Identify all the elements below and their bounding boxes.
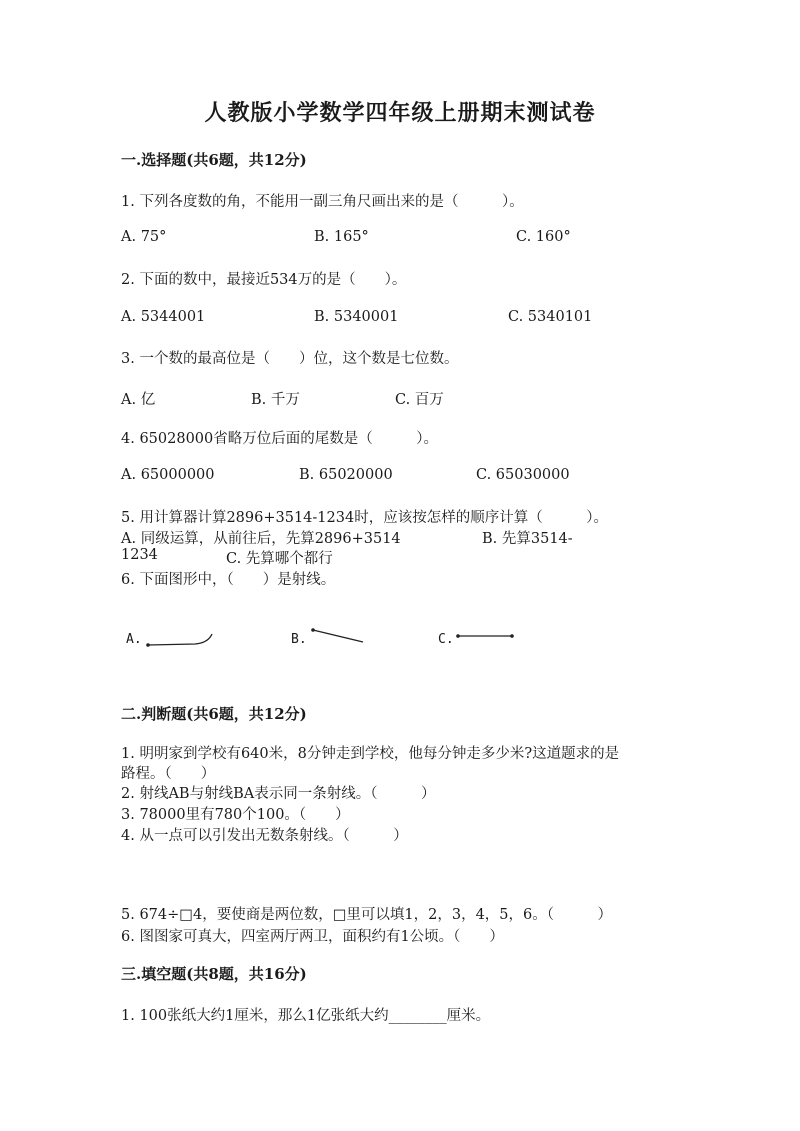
- option-b: B. 5340001: [314, 309, 399, 325]
- figure-c-segment: [452, 628, 522, 644]
- section-heading-choice: 一.选择题(共6题，共12分): [121, 151, 307, 169]
- option-c: C. 65030000: [476, 467, 570, 483]
- question-4: 4. 65028000省略万位后面的尾数是（ ）。: [121, 431, 438, 447]
- judgement-4: 4. 从一点可以引发出无数条射线。（ ）: [121, 828, 408, 844]
- option-b: B. 千万: [251, 392, 300, 408]
- option-c: C. 先算哪个都行: [226, 551, 333, 567]
- option-a: A. 75°: [121, 229, 167, 245]
- option-a: A. 5344001: [121, 309, 206, 325]
- option-a: A. 65000000: [121, 467, 215, 483]
- question-1: 1. 下列各度数的角，不能用一副三角尺画出来的是（ ）。: [121, 194, 524, 210]
- option-b: B. 165°: [314, 229, 369, 245]
- judgement-1-line1: 1. 明明家到学校有640米，8分钟走到学校，他每分钟走多少米?这道题求的是: [121, 746, 620, 762]
- section-heading-fill-in: 三.填空题(共8题，共16分): [121, 965, 307, 983]
- figure-label-b: B.: [291, 632, 307, 647]
- figure-b-ray: [305, 624, 370, 646]
- option-b-continued: 1234: [121, 547, 158, 563]
- question-6: 6. 下面图形中，（ ）是射线。: [121, 572, 336, 588]
- judgement-1-line2: 路程。（ ）: [121, 766, 216, 782]
- section-heading-judgement: 二.判断题(共6题，共12分): [121, 705, 307, 723]
- option-b: B. 65020000: [299, 467, 393, 483]
- option-b: B. 先算3514-: [482, 531, 573, 547]
- option-c: C. 5340101: [508, 309, 593, 325]
- question-5: 5. 用计算器计算2896+3514-1234时，应该按怎样的顺序计算（ ）。: [121, 510, 608, 526]
- judgement-5: 5. 674÷□4，要使商是两位数，□里可以填1，2，3，4，5，6。（ ）: [121, 907, 612, 923]
- figure-a-curve: [140, 628, 220, 650]
- judgement-3: 3. 78000里有780个100。（ ）: [121, 807, 350, 823]
- option-c: C. 百万: [395, 392, 444, 408]
- figure-label-a: A.: [126, 632, 142, 647]
- figure-label-c: C.: [438, 632, 454, 647]
- question-2: 2. 下面的数中，最接近534万的是（ ）。: [121, 272, 407, 288]
- fill-in-1: 1. 100张纸大约1厘米，那么1亿张纸大约________厘米。: [121, 1008, 491, 1024]
- question-3: 3. 一个数的最高位是（ ）位，这个数是七位数。: [121, 351, 459, 367]
- option-c: C. 160°: [516, 229, 571, 245]
- option-a: A. 同级运算，从前往后，先算2896+3514: [121, 531, 401, 547]
- judgement-2: 2. 射线AB与射线BA表示同一条射线。（ ）: [121, 786, 436, 802]
- page-title: 人教版小学数学四年级上册期末测试卷: [204, 100, 596, 126]
- judgement-6: 6. 图图家可真大，四室两厅两卫，面积约有1公顷。（ ）: [121, 929, 504, 945]
- option-a: A. 亿: [121, 392, 156, 408]
